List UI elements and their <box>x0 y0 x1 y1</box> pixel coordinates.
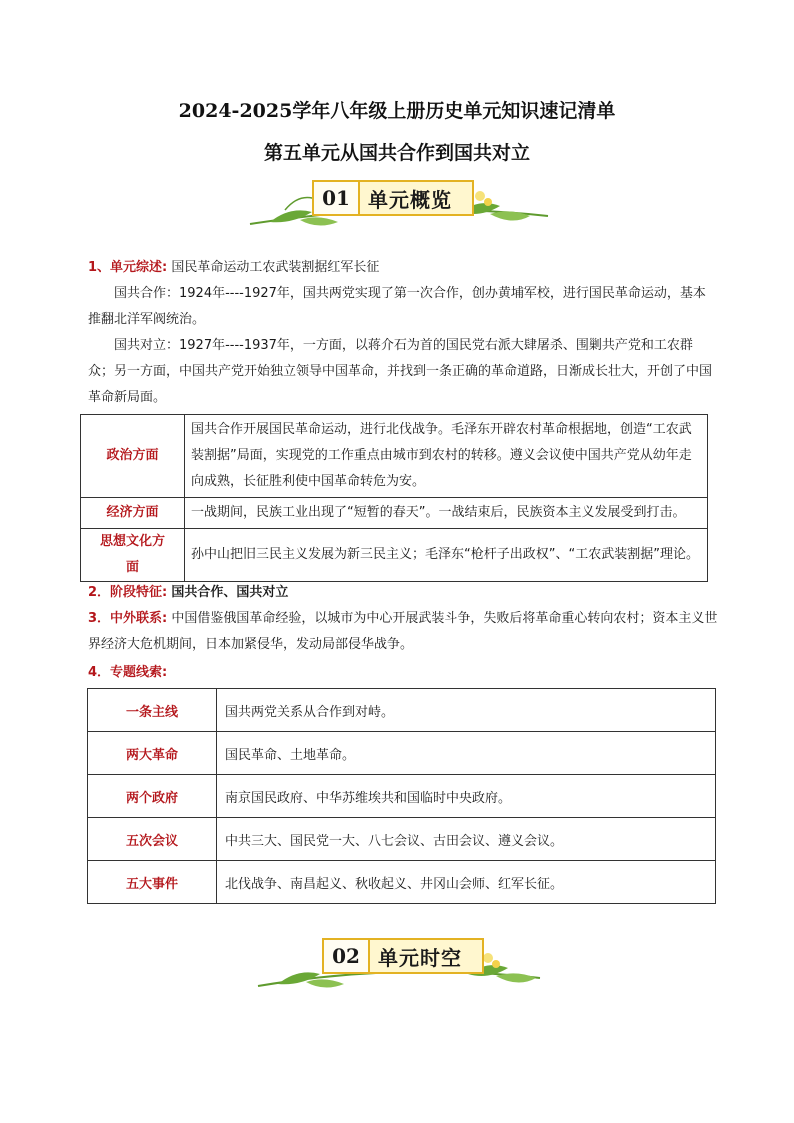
aspect-cell: 政治方面 <box>81 415 185 498</box>
table-row <box>81 498 708 529</box>
table-row <box>88 775 716 818</box>
section-3-label: 3．中外联系: <box>88 611 168 626</box>
banner-label: 单元概览 <box>368 187 452 212</box>
overview-table <box>80 414 708 582</box>
aspect-cell: 经济方面 <box>81 498 185 529</box>
section-1-heading <box>88 255 718 281</box>
section-2 <box>88 580 718 606</box>
banner-number: 02 <box>324 940 370 972</box>
clue-key-cell: 五大事件 <box>88 861 217 904</box>
table-row <box>88 689 716 732</box>
paragraph-cooperation: 国共合作：1924年----1927年，国共两党实现了第一次合作，创办黄埔军校，进行国民革命运动，基本推翻北洋军阀统治。 <box>88 286 706 327</box>
section-banner-timespace <box>0 930 794 1000</box>
section-4 <box>88 660 718 686</box>
clue-key-cell: 五次会议 <box>88 818 217 861</box>
section-3-text: 中国借鉴俄国革命经验，以城市为中心开展武装斗争，失败后将革命重心转向农村；资本主义世界经济大危机期间，日本加紧侵华，发动局部侵华战争。 <box>88 611 718 652</box>
table-row <box>88 732 716 775</box>
section-banner-overview <box>0 172 794 242</box>
page-subtitle: 第五单元从国共合作到国共对立 <box>263 142 530 164</box>
section-3 <box>88 606 718 658</box>
section-1-label: 1、单元综述: <box>88 260 168 275</box>
content-cell: 一战期间，民族工业出现了“短暂的春天”。一战结束后，民族资本主义发展受到打击。 <box>185 498 708 529</box>
content-cell: 国共合作开展国民革命运动，进行北伐战争。毛泽东开辟农村革命根据地，创造“工农武装割据”局面，实现党的工作重点由城市到农村的转移。遵义会议使中国共产党从幼年走向成熟，长征胜利使中国革命转危为安。 <box>185 415 708 498</box>
clue-value-cell: 国共两党关系从合作到对峙。 <box>217 689 716 732</box>
aspect-cell: 思想文化方面 <box>81 529 185 582</box>
clue-value-cell: 国民革命、土地革命。 <box>217 732 716 775</box>
section-2-text: 国共合作、国共对立 <box>171 585 289 600</box>
clue-value-cell: 中共三大、国民党一大、八七会议、古田会议、遵义会议。 <box>217 818 716 861</box>
clue-key-cell: 两大革命 <box>88 732 217 775</box>
table-row <box>81 529 708 582</box>
banner-number: 01 <box>314 182 360 214</box>
clue-key-cell: 一条主线 <box>88 689 217 732</box>
table-row <box>88 818 716 861</box>
clue-value-cell: 北伐战争、南昌起义、秋收起义、井冈山会师、红军长征。 <box>217 861 716 904</box>
table-row <box>81 415 708 498</box>
section-4-label: 4．专题线索: <box>88 665 168 680</box>
clue-table <box>87 688 716 904</box>
table-row <box>88 861 716 904</box>
content-cell: 孙中山把旧三民主义发展为新三民主义；毛泽东“枪杆子出政权”、“工农武装割据”理论。 <box>185 529 708 582</box>
banner-label: 单元时空 <box>378 945 462 970</box>
page-title: 2024-2025学年八年级上册历史单元知识速记清单 <box>178 100 616 122</box>
paragraph-opposition: 国共对立：1927年----1937年，一方面，以蒋介石为首的国民党右派大肆屠杀、围剿共产党和工农群众；另一方面，中国共产党开始独立领导中国革命，并找到一条正确的革命道路，日渐成长壮大，开创了中国革命新局面。 <box>88 338 713 405</box>
clue-key-cell: 两个政府 <box>88 775 217 818</box>
section-2-label: 2．阶段特征: <box>88 585 168 600</box>
clue-value-cell: 南京国民政府、中华苏维埃共和国临时中央政府。 <box>217 775 716 818</box>
section-1-summary: 国民革命运动工农武装割据红军长征 <box>171 260 380 275</box>
